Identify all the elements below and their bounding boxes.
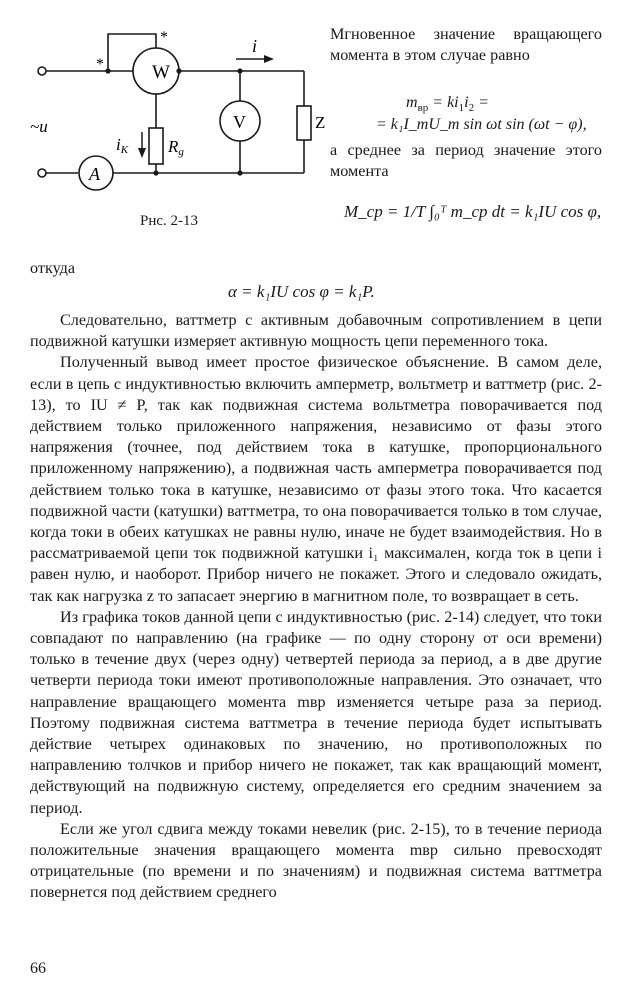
formula-mean: M_ср = 1/T ∫₀ᵀ m_ср dt = k₁IU cos φ, (344, 202, 602, 221)
formula-mvr: $m_{вр} = ki_1i_2$ = (406, 94, 489, 115)
input-terminal-bottom (38, 169, 46, 177)
source-label: ~u (30, 117, 48, 136)
formula-alpha: α = k₁IU cos φ = k₁P. (228, 282, 375, 301)
side-intro: Мгновенное значение вращающего момента в этом случае равно (330, 25, 602, 64)
star-mark-left: * (96, 56, 104, 73)
current-arrow (264, 55, 274, 63)
main-text (30, 310, 602, 904)
coil-current-label: iK (116, 135, 129, 156)
current-label: i (252, 36, 258, 56)
input-terminal-top (38, 67, 46, 75)
figure-caption: Рнс. 2-13 (140, 213, 199, 229)
paragraph-4: Если же угол сдвига между токами невелик (рис. 2-15), то в течение периода положительные значения вращающего момента mвр сильно превосходят отрицательные (по времени и по значениям) и подвижная система ваттметра повернется под действием среднего (30, 819, 602, 902)
side-mean-text: а среднее за период значение этого момента (330, 141, 602, 180)
star-mark-top: * (160, 29, 168, 46)
paragraph-2: Полученный вывод имеет простое физическое объяснение. В самом деле, если в цепь с индуктивностью включить амперметр, вольтметр и ваттметр (рис. 2-13), то IU ≠ P, так как подвижная система вольтметра поворачивается под действием только приложенного напряжения, независимо от фазы этого напряжения (точнее, под действием тока в катушке, пропорционального приложенному напряжению), а подвижная часть амперметра поворачивается под действием только тока в катушке, независимо от фазы этого тока. Что касается подвижной части (катушки) ваттметра, то она поворачивается только в том случае, когда токи в обеих катушках не равны нулю, иначе не будет взаимодействия. Но в рассматриваемой цепи ток подвижной катушки i₁ максимален, когда ток в цепи i равен нулю, и наоборот. Прибор ничего не покажет. Этого и следовало ожидать, так как нагрузка z то запасает энергию в магнитном поле, то возвращает в сеть. (30, 353, 602, 605)
voltmeter-label: V (233, 112, 246, 132)
otkuda: откуда (30, 259, 76, 277)
coil-current-arrow (138, 148, 146, 158)
paragraph-1: Следовательно, ваттметр с активным добавочным сопротивлением в цепи подвижной катушки измеряет активную мощность цепи переменного тока. (30, 311, 602, 351)
load-impedance (297, 106, 311, 140)
page-number: 66 (30, 960, 46, 977)
resistor-label: Rg (168, 137, 184, 158)
paragraph-3: Из графика токов данной цепи с индуктивностью (рис. 2-14) следует, что токи совпадают по направлению (на графике — по одну сторону от оси времени) только в течение двух (через одну) четвертей периода за период, а в две другие четверти периода токи имеют противоположные направления. Это означает, что направление вращающего момента mвр изменяется четыре раза за период. Поэтому подвижная система ваттметра в течение периода будет испытывать действие четырех одинаковых по значению, но противоположных по направлению толчков и прибор ничего не покажет, так как вращающий момент, действующий на подвижную систему, определяется его средним значением за период. (30, 607, 602, 817)
formula-expanded: = k₁I_mU_m sin ωt sin (ωt − φ), (376, 116, 587, 133)
circuit-diagram (28, 22, 328, 212)
wattmeter-label: W (152, 62, 170, 83)
resistor-rg (149, 128, 163, 164)
load-label: Z (315, 113, 326, 132)
ammeter-label: A (89, 164, 100, 184)
